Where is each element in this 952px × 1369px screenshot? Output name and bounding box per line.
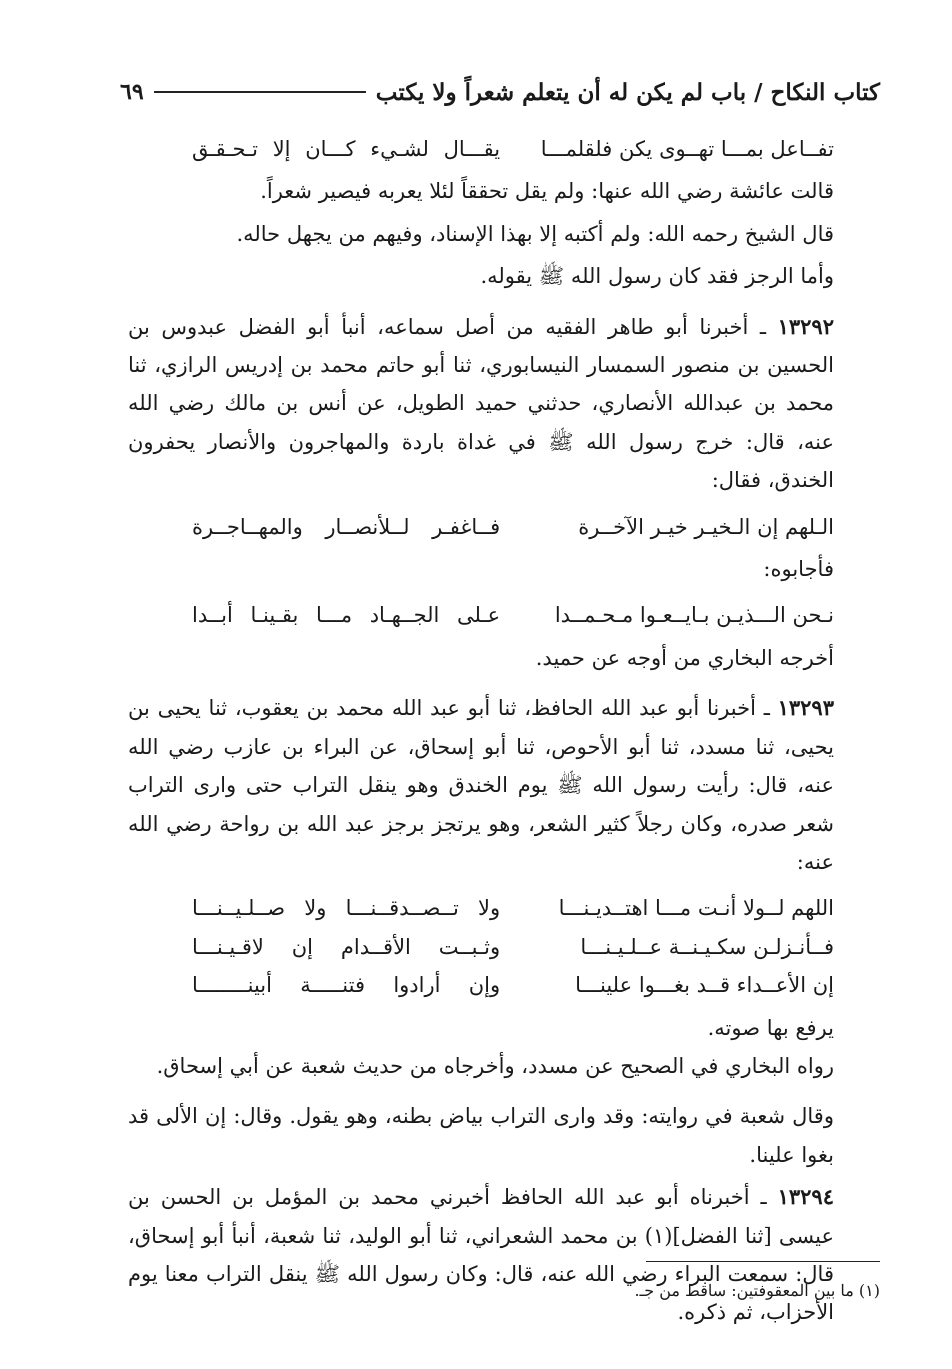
paragraph: أخرجه البخاري من أوجه عن حميد. — [535, 645, 834, 670]
paragraph: قال الشيخ رحمه الله: ولم أكتبه إلا بهذا الإسناد، وفيهم من يجهل حاله. — [236, 221, 834, 246]
hadith-number: ١٣٢٩٣ — [777, 695, 834, 721]
verse-line — [128, 889, 834, 927]
verse-line — [128, 966, 834, 1004]
paragraph: وقال شعبة في روايته: وقد وارى التراب بياض بطنه، وهو يقول. وقال: إن الألى قد بغوا علينا. — [128, 1104, 834, 1167]
hadith-text: ـ أخبرنا أبو طاهر الفقيه من أصل سماعه، أنبأ أبو الفضل عبدوس بن الحسين بن منصور السمسار النيسابوري، ثنا أبو حاتم محمد بن إدريس الرازي، ثنا محمد بن عبدالله الأنصاري، حدثني حميد الطويل، عن أنس بن مالك رضي الله عنه، قال: خرج رسول الله ﷺ في غداة باردة والمهاجرون والأنصار يحفرون الخندق، فقال: — [128, 314, 834, 493]
hadith-text: ـ أخبرنا أبو عبد الله الحافظ، ثنا أبو عبد الله محمد بن يعقوب، ثنا يحيى بن يحيى، ثنا مسدد، ثنا أبو الأحوص، ثنا أبو إسحاق، عن البراء بن عازب رضي الله عنه، قال: رأيت رسول الله ﷺ يوم الخندق وهو ينقل التراب حتى وارى التراب شعر صدره، وكان رجلاً كثير الشعر، وهو يرتجز برجز عبد الله بن رواحة رضي الله عنه: — [128, 696, 834, 874]
hadith-paragraph — [128, 689, 834, 881]
verse-first-hemistich: إن الأعــداء قــد بغـــوا علينـــا — [575, 973, 834, 998]
verse-second-hemistich: وثـبــت الأقــدام إن لاقـيـنـــا — [192, 934, 501, 959]
page-number: ٦٩ — [120, 79, 144, 105]
verse-first-hemistich: اللهم لــولا أنـت مـــا اهتــديـنـــا — [558, 896, 834, 921]
header-rule — [154, 91, 366, 93]
verse-first-hemistich: تفــاعل بمـــا تهــوى يكن فلقلمـــا — [540, 137, 834, 161]
verse-second-hemistich: وإن أرادوا فتنـــــة أبينــــــــا — [192, 973, 501, 998]
page-body — [128, 128, 834, 1332]
paragraph: يرفع بها صوته. — [707, 1015, 834, 1040]
poem-verse-2 — [128, 508, 834, 546]
hadith-paragraph — [128, 1178, 834, 1332]
verse-first-hemistich: نـحن الـــذيـن بـايــعـوا مـحـمــدا — [554, 603, 834, 628]
poem-verse-3 — [128, 596, 834, 634]
footnote-rule — [646, 1261, 880, 1262]
verse-second-hemistich: ولا تــصــدقــنـــا ولا صــلـيــنـــا — [192, 896, 501, 921]
verse-second-hemistich: عـلى الجــهـاد مـــا بقـينـا أبــدا — [192, 603, 501, 628]
poem-verse-1 — [128, 130, 834, 168]
verse-first-hemistich: فــأنـزلـن سكـيـنــة عــلـيـنـــا — [580, 934, 834, 959]
verse-first-hemistich: الـلهم إن الـخيـر خيـر الآخــرة — [578, 514, 834, 539]
verse-line — [128, 508, 834, 546]
hadith-paragraph — [128, 308, 834, 500]
footnote: (١) ما بين المعقوفتين: ساقط من جـ. — [634, 1281, 880, 1300]
poem-verses-4-6 — [128, 889, 834, 1004]
verse-line — [128, 928, 834, 966]
hadith-number: ١٣٢٩٢ — [777, 313, 834, 339]
verse-line — [128, 596, 834, 634]
running-header — [120, 72, 880, 112]
verse-second-hemistich: فــاغفـر لــلأنصــار والمهــاجــرة — [192, 514, 501, 539]
hadith-number: ١٣٢٩٤ — [777, 1184, 834, 1210]
paragraph: قالت عائشة رضي الله عنها: ولم يقل تحققاً لئلا يعربه فيصير شعراً. — [260, 179, 834, 204]
paragraph: فأجابوه: — [763, 557, 834, 582]
paragraph: وأما الرجز فقد كان رسول الله ﷺ يقوله. — [480, 264, 834, 289]
hadith-text: ـ أخبرناه أبو عبد الله الحافظ أخبرني محمد بن المؤمل بن الحسن بن عيسى [ثنا الفضل](١) بن محمد الشعراني، ثنا أبو الوليد، ثنا شعبة، أنبأ أبو إسحاق، قال: سمعت البراء رضي الله عنه، قال: وكان رسول الله ﷺ ينقل التراب معنا يوم الأحزاب، ثم ذكره. — [128, 1185, 834, 1325]
verse-line — [128, 130, 834, 168]
header-title: كتاب النكاح / باب لم يكن له أن يتعلم شعراً ولا يكتب — [375, 78, 880, 106]
verse-second-hemistich: يقـــال لشـيء كـــان إلا تـحـقـق — [192, 137, 501, 161]
paragraph: رواه البخاري في الصحيح عن مسدد، وأخرجاه من حديث شعبة عن أبي إسحاق. — [156, 1053, 834, 1078]
